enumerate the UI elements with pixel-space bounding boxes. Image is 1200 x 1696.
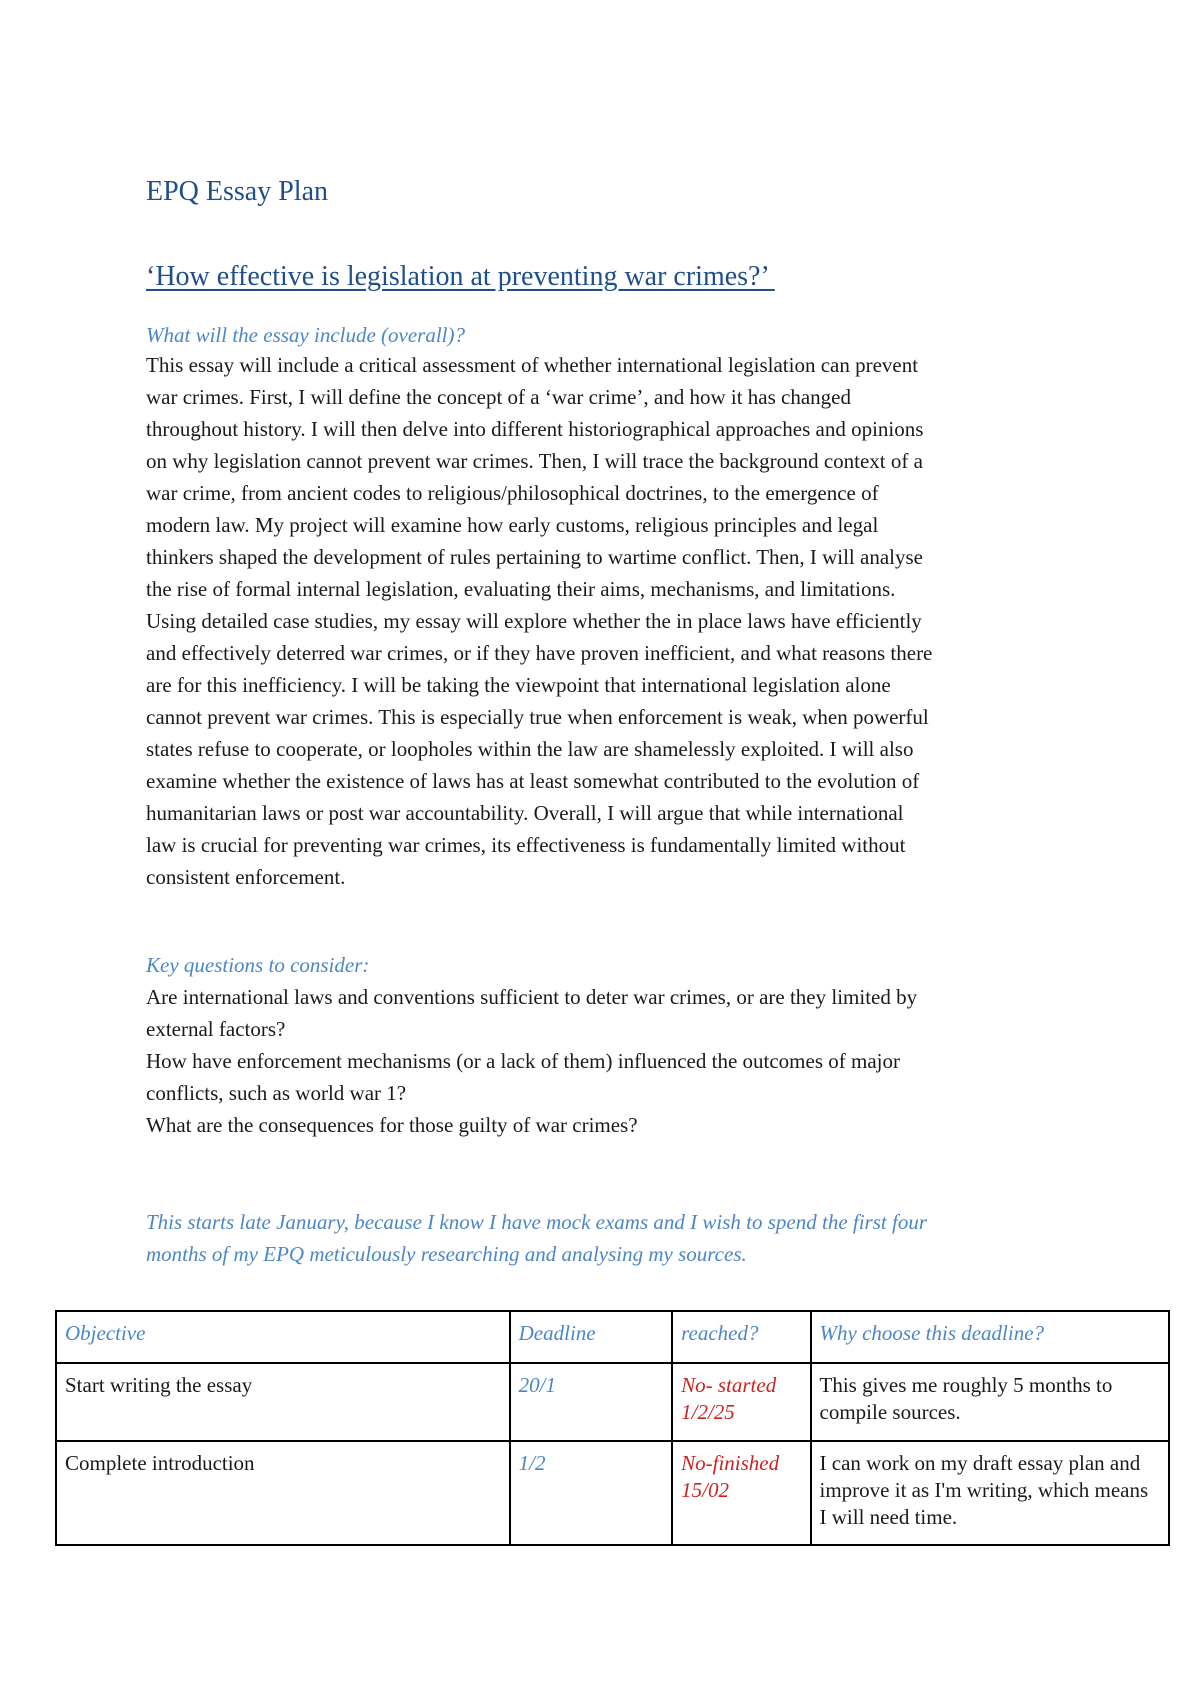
key-question-item — [146, 1045, 1076, 1109]
key-question-item — [146, 1109, 1076, 1141]
overview-heading: What will the essay include (overall)? — [146, 323, 466, 347]
reached-status: No-finished — [681, 1451, 780, 1475]
table-row — [56, 1363, 1169, 1441]
header-reason: Why choose this deadline? — [811, 1311, 1169, 1363]
cell-reached — [672, 1363, 810, 1441]
cell-deadline: 1/2 — [510, 1441, 672, 1545]
reached-date: 15/02 — [681, 1478, 729, 1502]
cell-objective: Start writing the essay — [56, 1363, 510, 1441]
timeline-note-line: This starts late January, because I know I have mock exams and I wish to spend the first four — [146, 1210, 927, 1234]
cell-deadline: 20/1 — [510, 1363, 672, 1441]
plan-table — [55, 1310, 1170, 1546]
cell-reason: This gives me roughly 5 months to compile sources. — [811, 1363, 1169, 1441]
overview-line: throughout history. I will then delve into different historiographical approaches and opinions — [146, 417, 924, 441]
overview-line: law is crucial for preventing war crimes, its effectiveness is fundamentally limited without — [146, 833, 906, 857]
header-deadline: Deadline — [510, 1311, 672, 1363]
overview-line: states refuse to cooperate, or loopholes within the law are shamelessly exploited. I will also — [146, 737, 914, 761]
cell-objective: Complete introduction — [56, 1441, 510, 1545]
key-question-line: Are international laws and conventions sufficient to deter war crimes, or are they limited by — [146, 985, 918, 1009]
overview-line: on why legislation cannot prevent war crimes. Then, I will trace the background context of a — [146, 449, 923, 473]
overview-paragraph — [146, 349, 1076, 893]
overview-line: This essay will include a critical assessment of whether international legislation can prevent — [146, 353, 919, 377]
key-question-line: external factors? — [146, 1017, 286, 1041]
key-questions-list — [146, 981, 1076, 1141]
key-questions-heading: Key questions to consider: — [146, 953, 370, 977]
header-reached: reached? — [672, 1311, 810, 1363]
overview-line: Using detailed case studies, my essay will explore whether the in place laws have efficiently — [146, 609, 922, 633]
overview-line: modern law. My project will examine how early customs, religious principles and legal — [146, 513, 879, 537]
cell-reason: I can work on my draft essay plan and improve it as I'm writing, which means I will need time. — [811, 1441, 1169, 1545]
overview-line: thinkers shaped the development of rules pertaining to wartime conflict. Then, I will analyse — [146, 545, 923, 569]
key-question-line: What are the consequences for those guilty of war crimes? — [146, 1113, 638, 1137]
overview-line: war crime, from ancient codes to religious/philosophical doctrines, to the emergence of — [146, 481, 879, 505]
overview-line: and effectively deterred war crimes, or if they have proven inefficient, and what reasons there — [146, 641, 933, 665]
overview-line: are for this inefficiency. I will be taking the viewpoint that international legislation alone — [146, 673, 891, 697]
key-question-line: conflicts, such as world war 1? — [146, 1081, 407, 1105]
essay-question: ‘How effective is legislation at preventing war crimes?’ — [146, 261, 775, 292]
key-question-line: How have enforcement mechanisms (or a lack of them) influenced the outcomes of major — [146, 1049, 900, 1073]
reached-status: No- started — [681, 1373, 777, 1397]
overview-line: humanitarian laws or post war accountability. Overall, I will argue that while international — [146, 801, 904, 825]
overview-line: consistent enforcement. — [146, 865, 346, 889]
reached-date: 1/2/25 — [681, 1400, 735, 1424]
timeline-note-line: months of my EPQ meticulously researching and analysing my sources. — [146, 1242, 747, 1266]
overview-line: the rise of formal internal legislation, evaluating their aims, mechanisms, and limitations. — [146, 577, 896, 601]
timeline-note — [146, 1206, 1076, 1270]
plan-table-header-row — [56, 1311, 1169, 1363]
overview-line: cannot prevent war crimes. This is especially true when enforcement is weak, when powerful — [146, 705, 929, 729]
key-question-item — [146, 981, 1076, 1045]
document-title: EPQ Essay Plan — [146, 176, 328, 207]
table-row — [56, 1441, 1169, 1545]
overview-line: war crimes. First, I will define the concept of a ‘war crime’, and how it has changed — [146, 385, 851, 409]
overview-line: examine whether the existence of laws has at least somewhat contributed to the evolution of — [146, 769, 920, 793]
header-objective: Objective — [56, 1311, 510, 1363]
cell-reached — [672, 1441, 810, 1545]
